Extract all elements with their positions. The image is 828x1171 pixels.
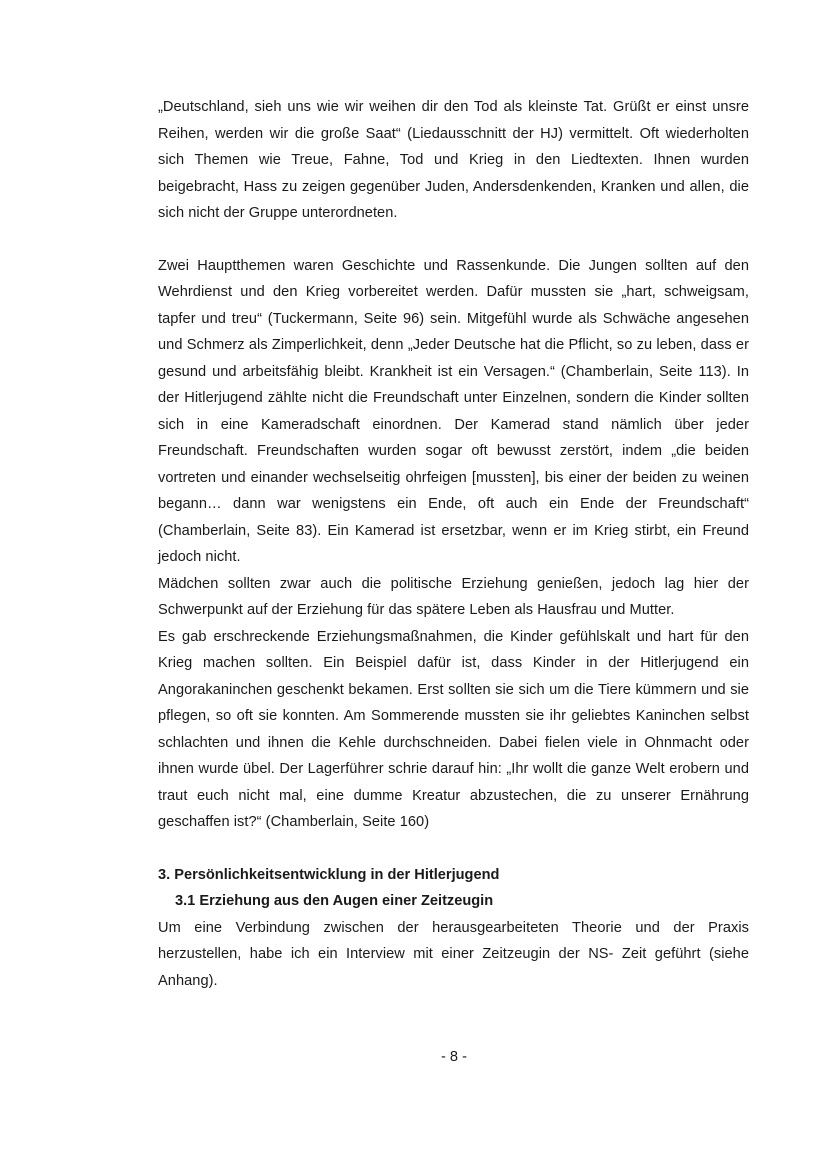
paragraph-education-measures: Es gab erschreckende Erziehungsmaßnahmen, die Kinder gefühlskalt und hart für den Krieg machen sollten. Ein Beispiel dafür ist, dass Kinder in der Hitlerjugend ein Angorakaninchen geschenkt bekamen. Erst sollten sie sich um die Tiere kümmern und sie pflegen, so oft sie konnten. Am Sommerende mussten sie ihr geliebtes Kaninchen selbst schlachten und ihnen die Kehle durchschneiden. Dabei fielen viele in Ohnmacht oder ihnen wurde übel. Der Lagerführer schrie darauf hin: „Ihr wollt die ganze Welt erobern und traut euch nicht mal, eine dumme Kreatur abzustechen, die zu unserer Ernährung geschaffen ist?“ (Chamberlain, Seite 160) <box>158 628 749 830</box>
page-body <box>158 94 749 994</box>
paragraph-girls-education: Mädchen sollten zwar auch die politische Erziehung genießen, jedoch lag hier der Schwerpunkt auf der Erziehung für das spätere Leben als Hausfrau und Mutter. <box>158 575 749 618</box>
paragraph-spacer <box>158 227 749 253</box>
section-heading: 3. Persönlichkeitsentwicklung in der Hitlerjugend <box>158 866 500 883</box>
section-spacer <box>158 836 749 862</box>
paragraph-song-lyrics: „Deutschland, sieh uns wie wir weihen dir den Tod als kleinste Tat. Grüßt er einst unsre Reihen, werden wir die große Saat“ (Liedausschnitt der HJ) vermittelt. Oft wiederholten sich Themen wie Treue, Fahne, Tod und Krieg in den Liedtexten. Ihnen wurden beigebracht, Hass zu zeigen gegenüber Juden, Andersdenkenden, Kranken und allen, die sich nicht der Gruppe unterordneten. <box>158 99 749 221</box>
subsection-heading: 3.1 Erziehung aus den Augen einer Zeitzeugin <box>175 893 494 909</box>
page-number: - 8 - <box>441 1049 467 1065</box>
paragraph-interview-intro: Um eine Verbindung zwischen der herausgearbeiteten Theorie und der Praxis herzustellen, habe ich ein Interview mit einer Zeitzeugin der NS- Zeit geführt (siehe Anhang). <box>158 919 749 989</box>
paragraph-main-themes: Zwei Hauptthemen waren Geschichte und Rassenkunde. Die Jungen sollten auf den Wehrdienst und den Krieg vorbereitet werden. Dafür mussten sie „hart, schweigsam, tapfer und treu“ (Tuckermann, Seite 96) sein. Mitgefühl wurde als Schwäche angesehen und Schmerz als Zimperlichkeit, denn „Jeder Deutsche hat die Pflicht, so zu leben, dass er gesund und arbeitsfähig bleibt. Krankheit ist ein Versagen.“ (Chamberlain, Seite 113). In der Hitlerjugend zählte nicht die Freundschaft unter Einzelnen, sondern die Kinder sollten sich in eine Kameradschaft einordnen. Der Kamerad stand nämlich über jeder Freundschaft. Freundschaften wurden sogar oft bewusst zerstört, indem „die beiden vortreten und einander wechselseitig ohrfeigen [mussten], bis einer der beiden zu weinen begann… dann war wenigstens ein Ende, oft auch ein Ende der Freundschaft“ (Chamberlain, Seite 83). Ein Kamerad ist ersetzbar, wenn er im Krieg stirbt, ein Freund jedoch nicht. <box>158 257 749 565</box>
